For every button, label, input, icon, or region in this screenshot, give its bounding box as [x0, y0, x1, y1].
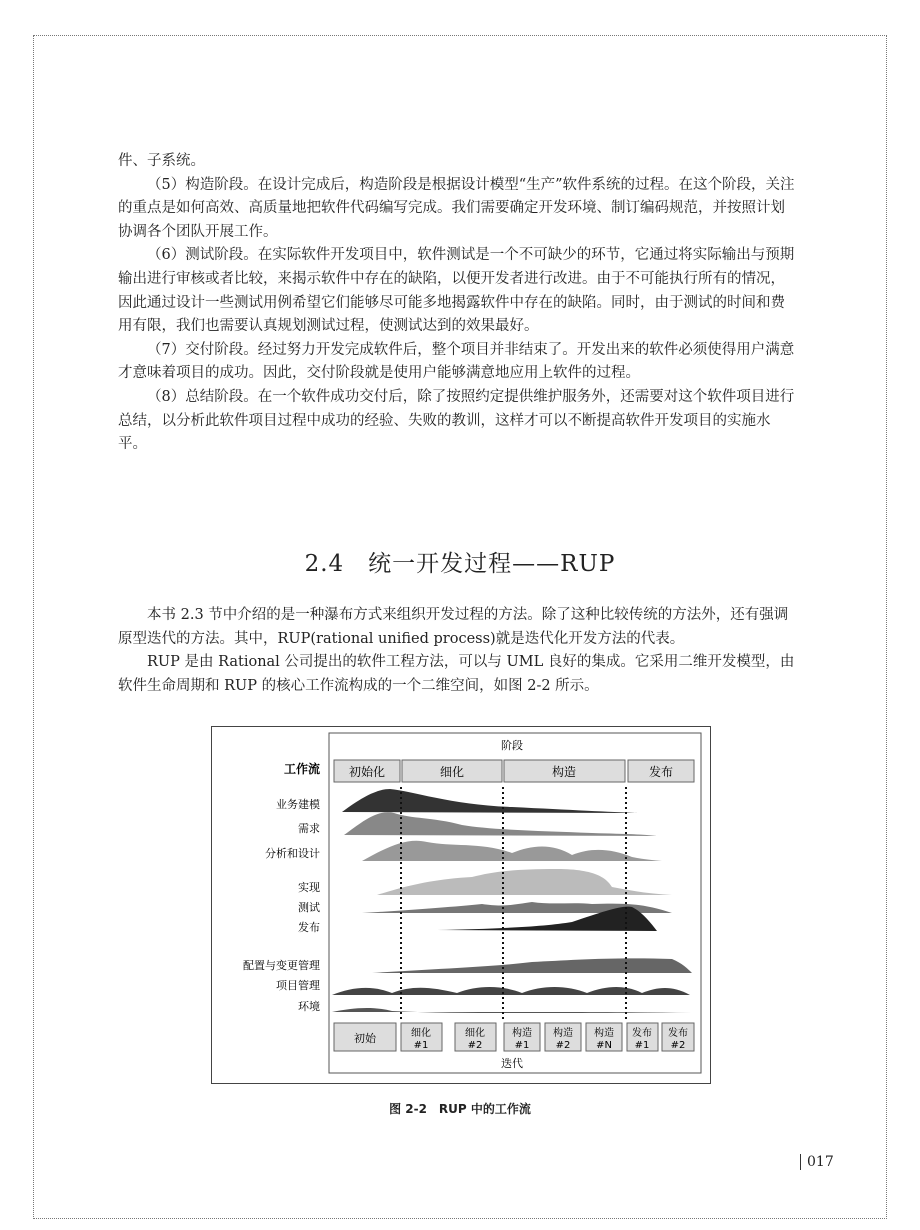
iteration-label: #1 [514, 1040, 530, 1051]
paragraph: （8）总结阶段。在一个软件成功交付后，除了按照约定提供维护服务外，还需要对这个软件项目进行总结，以分析此软件项目过程中成功的经验、失败的教训，这样才可以不断提高软件开发项目的实施水平。 [118, 388, 795, 453]
paragraph: 件、子系统。 [118, 153, 205, 169]
phase-label: 细化 [439, 765, 465, 779]
iteration-label: #2 [670, 1040, 686, 1051]
workflow-label: 需求 [298, 822, 320, 835]
iteration-label: 细化 [465, 1028, 485, 1039]
iteration-label: #1 [413, 1040, 429, 1051]
iteration-label: #2 [555, 1040, 571, 1051]
phases-title: 阶段 [501, 739, 523, 752]
paragraph: RUP 是由 Rational 公司提出的软件工程方法，可以与 UML 良好的集成。它采用二维开发模型，由软件生命周期和 RUP 的核心工作流构成的一个二维空间，如图 2-2 所示。 [118, 654, 795, 694]
iteration-label: #1 [634, 1040, 650, 1051]
iteration-label: 构造 [512, 1028, 532, 1039]
rup-diagram [212, 727, 710, 1083]
rup-figure [211, 726, 711, 1084]
iteration-label: #N [596, 1040, 612, 1051]
paragraph: （6）测试阶段。在实际软件开发项目中，软件测试是一个不可缺少的环节，它通过将实际输出与预期输出进行审核或者比较，来揭示软件中存在的缺陷，以便开发者进行改进。由于不可能执行所有的情况，因此通过设计一些测试用例希望它们能够尽可能多地揭露软件中存在的缺陷。同时，由于测试的时间和费用有限，我们也需要认真规划测试过程，使测试达到的效果最好。 [118, 247, 795, 335]
workflow-label: 分析和设计 [265, 847, 320, 860]
workflow-label: 测试 [298, 901, 320, 914]
workflow-label: 业务建模 [276, 798, 320, 811]
section-heading: 2.4 统一开发过程——RUP [304, 551, 616, 577]
diagram-panel [329, 733, 701, 1073]
workflow-label: 项目管理 [276, 979, 320, 992]
paragraph: （5）构造阶段。在设计完成后，构造阶段是根据设计模型“生产”软件系统的过程。在这个阶段，关注的重点是如何高效、高质量地把软件代码编写完成。我们需要确定开发环境、制订编码规范，并按照计划协调各个团队开展工作。 [118, 176, 795, 240]
phase-label: 发布 [648, 765, 674, 779]
iteration-label: 发布 [668, 1028, 688, 1039]
workflow-title: 工作流 [283, 762, 320, 776]
iteration-label: 细化 [411, 1028, 431, 1039]
paragraph: 本书 2.3 节中介绍的是一种瀑布方式来组织开发过程的方法。除了这种比较传统的方法外，还有强调原型迭代的方法。其中，RUP(rational unified process)就是迭代化开发方法的代表。 [118, 607, 789, 647]
iteration-label: #2 [467, 1040, 483, 1051]
body-text [118, 150, 798, 457]
workflow-label: 配置与变更管理 [243, 959, 320, 972]
section-body [118, 604, 798, 698]
workflow-label: 环境 [298, 1000, 320, 1013]
workflow-label: 发布 [298, 921, 320, 934]
workflow-label: 实现 [298, 881, 320, 894]
iteration-label: 构造 [594, 1028, 614, 1039]
page-number: 017 [800, 1154, 834, 1170]
paragraph: （7）交付阶段。经过努力开发完成软件后，整个项目并非结束了。开发出来的软件必须使得用户满意才意味着项目的成功。因此，交付阶段就是使用户能够满意地应用上软件的过程。 [118, 341, 795, 382]
iteration-label: 初始 [354, 1032, 376, 1045]
figure-caption: 图 2-2 RUP 中的工作流 [389, 1102, 531, 1116]
phase-label: 初始化 [348, 765, 386, 779]
phase-label: 构造 [551, 765, 577, 779]
iterations-title: 迭代 [501, 1057, 523, 1070]
iteration-label: 发布 [632, 1028, 652, 1039]
iteration-label: 构造 [553, 1028, 573, 1039]
